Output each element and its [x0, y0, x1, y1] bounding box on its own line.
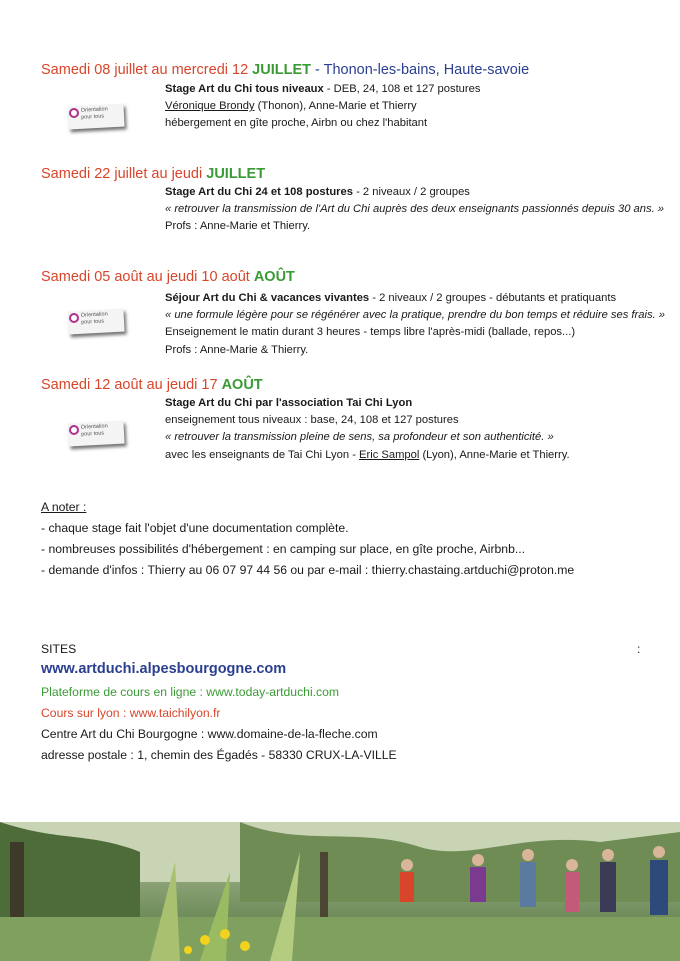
event-3-line-1: [165, 290, 665, 307]
badge-line-2: pour tous: [81, 430, 105, 438]
badge-line-1: Orientation: [80, 423, 108, 431]
event-3-dates: Samedi 05 août au jeudi 10 août: [41, 269, 254, 285]
event-4-teachers-intro: avec les enseignants de Tai Chi Lyon -: [165, 448, 360, 461]
event-3-title: Séjour Art du Chi & vacances vivantes: [165, 292, 370, 304]
event-1-title-detail: - DEB, 24, 108 et 127 postures: [323, 83, 481, 95]
event-3-body: [165, 290, 665, 359]
event-3-month: AOÛT: [253, 269, 295, 285]
event-3-title-detail: - 2 niveaux / 2 groupes - débutants et pratiquants: [369, 292, 617, 304]
note-item: - chaque stage fait l'objet d'une documentation complète.: [41, 521, 349, 535]
sites-label: SITES: [41, 642, 77, 656]
flower: [220, 929, 230, 939]
event-4-badge: [64, 418, 126, 448]
notes-heading: A noter :: [41, 500, 87, 514]
person-head: [401, 859, 413, 871]
event-1-month: JUILLET: [252, 62, 311, 78]
person: [400, 872, 414, 902]
event-2-dates: Samedi 22 juillet au jeudi: [41, 166, 207, 182]
event-4-dates: Samedi 12 août au jeudi 17: [41, 377, 222, 393]
event-4-month: AOÛT: [221, 377, 263, 393]
postal-address: adresse postale : 1, chemin des Égadés - 58330 CRUX-LA-VILLE: [41, 748, 397, 762]
location-pin-icon: [69, 425, 79, 435]
note-item: - demande d'infos : Thierry au 06 07 97 44 56 ou par e-mail : thierry.chastaing.artduchi@proton.me: [41, 563, 575, 577]
badge-line-2: pour tous: [81, 113, 105, 121]
badge-text: [81, 106, 109, 120]
event-2-line-1: [165, 184, 664, 201]
person: [470, 867, 486, 902]
flower: [240, 941, 250, 951]
event-4-teachers: (Lyon), Anne-Marie et Thierry.: [419, 448, 570, 461]
event-1-line-3: hébergement en gîte proche, Airbn ou chez l'habitant: [165, 117, 428, 130]
person: [565, 872, 579, 912]
grass-blade: [200, 872, 230, 961]
notes-section: [41, 497, 574, 581]
person-head: [522, 849, 534, 861]
event-2-quote: « retrouver la transmission de l'Art du Chi auprès des deux enseignants passionnés depuis 30 ans. »: [165, 203, 665, 216]
event-1-title: Stage Art du Chi tous niveaux: [165, 83, 324, 95]
event-2-heading: [41, 166, 265, 182]
event-3-line-3: Enseignement le matin durant 3 heures - temps libre l'après-midi (ballade, repos...): [165, 326, 576, 339]
event-1-teacher-link[interactable]: Véronique Brondy: [165, 100, 255, 113]
event-1-body: [165, 81, 480, 133]
event-1-line-1: [165, 81, 480, 98]
centre-link[interactable]: Centre Art du Chi Bourgogne : www.domaine-de-la-fleche.com: [41, 727, 378, 741]
flower: [200, 935, 210, 945]
event-4-title: Stage Art du Chi par l'association Tai Chi Lyon: [165, 397, 413, 409]
event-1-dates: Samedi 08 juillet au mercredi 12: [41, 62, 253, 78]
event-2-title-detail: - 2 niveaux / 2 groupes: [352, 186, 470, 198]
sites-colon: :: [637, 642, 641, 656]
event-1-heading: [41, 62, 529, 78]
person-head: [566, 859, 578, 871]
main-site-link[interactable]: www.artduchi.alpesbourgogne.com: [41, 661, 287, 677]
person: [520, 862, 536, 907]
event-3-heading: [41, 269, 295, 285]
event-3-line-4: Profs : Anne-Marie & Thierry.: [165, 343, 309, 356]
person-head: [602, 849, 614, 861]
event-4-line-2: enseignement tous niveaux : base, 24, 108 et 127 postures: [165, 414, 459, 427]
event-2-line-3: Profs : Anne-Marie et Thierry.: [165, 220, 311, 233]
location-pin-icon: [69, 313, 79, 323]
badge-line-1: Orientation: [80, 311, 108, 319]
event-1-teachers: (Thonon), Anne-Marie et Thierry: [254, 100, 417, 113]
event-4-body: [165, 395, 570, 464]
event-4-line-4: [165, 447, 570, 464]
lawn: [0, 917, 680, 961]
event-4-teacher-link[interactable]: Eric Sampol: [359, 448, 420, 461]
badge-line-2: pour tous: [81, 318, 105, 326]
event-2-body: [165, 184, 664, 236]
photo-illustration: [0, 822, 680, 961]
person-head: [472, 854, 484, 866]
location-pin-icon: [69, 108, 79, 118]
event-1-badge: [64, 101, 126, 131]
flower: [184, 946, 192, 954]
event-1-separator: -: [310, 62, 324, 78]
event-4-heading: [41, 377, 263, 393]
event-2-month: JUILLET: [206, 166, 266, 182]
event-1-line-2: [165, 98, 480, 115]
person: [650, 860, 668, 915]
platform-link[interactable]: Plateforme de cours en ligne : www.today-artduchi.com: [41, 685, 340, 699]
badge-line-1: Orientation: [80, 106, 108, 114]
event-3-badge: [64, 306, 126, 336]
event-4-quote: « retrouver la transmission pleine de sens, sa profondeur et son authenticité. »: [165, 431, 554, 444]
event-1-place: Thonon-les-bains, Haute-savoie: [323, 62, 530, 78]
person: [600, 862, 616, 912]
event-3-quote: « une formule légère pour se régénérer avec la pratique, prendre du bon temps et réduire ses frais. »: [165, 309, 665, 322]
event-2-title: Stage Art du Chi 24 et 108 postures: [165, 186, 353, 198]
person-head: [653, 846, 665, 858]
badge-text: [81, 423, 109, 437]
outdoor-taichi-photo: [0, 822, 680, 961]
note-item: - nombreuses possibilités d'hébergement : en camping sur place, en gîte proche, Airbnb...: [41, 542, 526, 556]
badge-text: [81, 311, 109, 325]
lyon-link[interactable]: Cours sur lyon : www.taichilyon.fr: [41, 706, 221, 720]
